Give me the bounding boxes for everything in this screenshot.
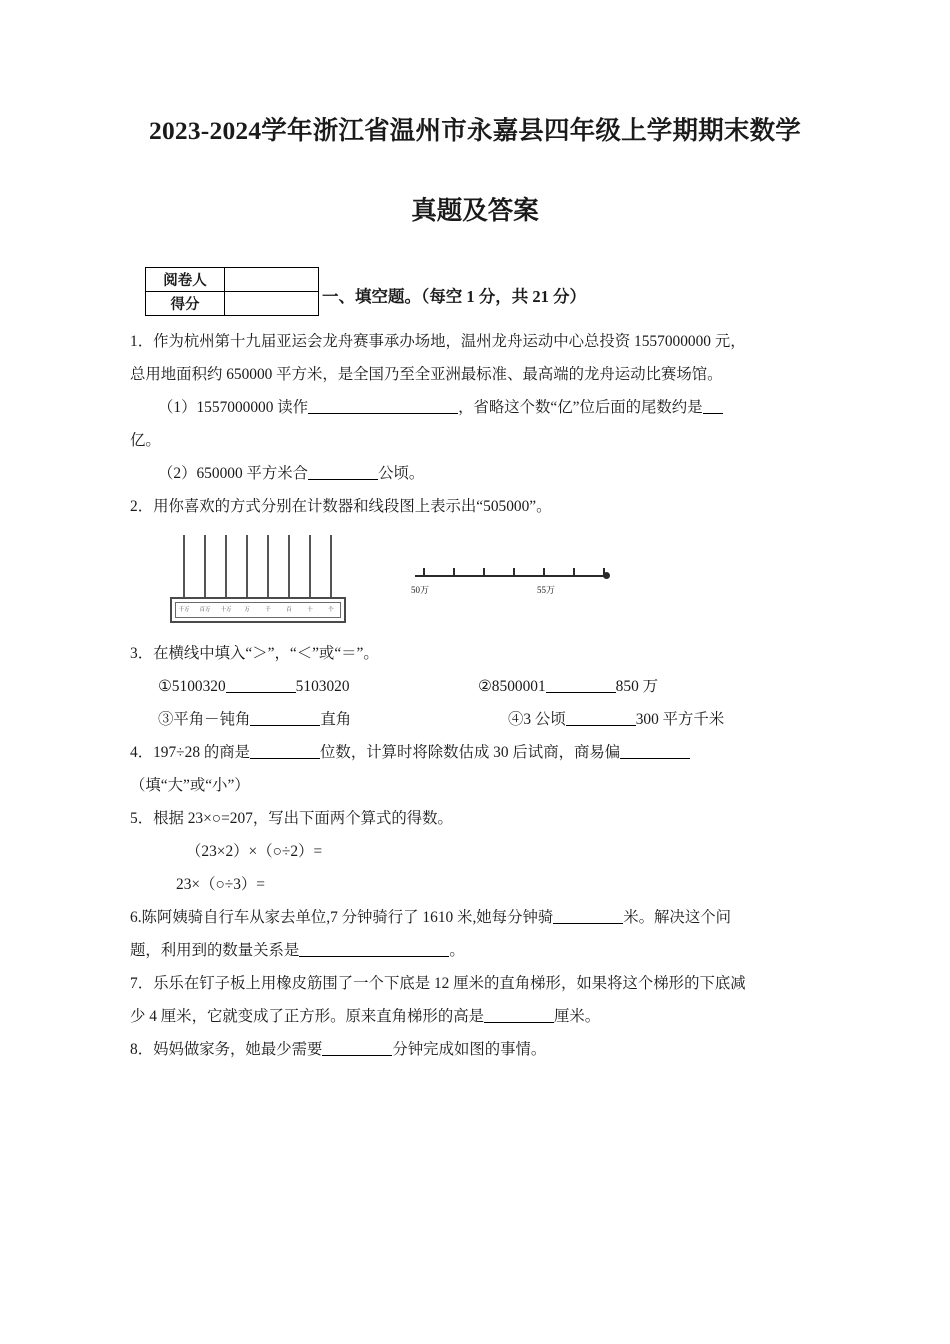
q7-text-b: 厘米。 [554, 1007, 601, 1025]
question-7-line-2 [130, 1000, 832, 1033]
question-1-sub-1 [130, 391, 832, 424]
question-5-text: 5．根据 23×○=207，写出下面两个算式的得数。 [130, 809, 453, 827]
number-line-label-right: 55万 [537, 584, 556, 595]
answer-blank[interactable] [250, 725, 320, 726]
number-line-figure [411, 559, 620, 613]
q6-text-b: 米。解决这个问 [623, 908, 731, 926]
q3-item-2 [478, 670, 658, 703]
page-title-line2: 真题及答案 [411, 195, 539, 225]
q6-text-d: 。 [449, 941, 465, 959]
question-1-sub-2 [130, 457, 832, 490]
question-1-line-2: 总用地面积约 650000 平方米，是全国乃至全亚洲最标准、最高端的龙舟运动比赛场馆。 [130, 365, 723, 383]
question-2-figures [130, 533, 832, 637]
q3-item-4-left: ④3 公顷 [508, 710, 566, 728]
table-row [146, 291, 319, 315]
q6-text-c: 题，利用到的数量关系是 [130, 941, 300, 959]
abacus-rods [170, 535, 348, 601]
abacus-rod [330, 535, 332, 601]
q8-text-a: 8．妈妈做家务，她最少需要 [130, 1040, 323, 1058]
questions-container [0, 325, 950, 1066]
abacus-rod [183, 535, 185, 601]
score-table [145, 267, 319, 316]
q7-text-a: 少 4 厘米，它就变成了正方形。原来直角梯形的高是 [130, 1007, 484, 1025]
answer-blank[interactable] [322, 1055, 392, 1056]
abacus-place-label: 十万 [220, 606, 232, 613]
number-line-label-left: 50万 [411, 584, 430, 595]
question-8-line [130, 1033, 832, 1066]
abacus-place-label: 百 [286, 606, 292, 613]
answer-blank[interactable] [703, 413, 723, 414]
answer-blank[interactable] [546, 692, 616, 693]
answer-blank[interactable] [566, 725, 636, 726]
table-row [146, 267, 319, 291]
question-5-expr-2: 23×（○÷3）= [176, 875, 265, 893]
answer-blank[interactable] [250, 758, 320, 759]
score-value[interactable] [225, 291, 319, 315]
abacus-counter-figure [170, 535, 348, 627]
number-line-tick [423, 568, 425, 576]
number-line-tick [513, 568, 515, 576]
q3-item-3-right: 直角 [320, 710, 352, 728]
answer-blank[interactable] [308, 479, 378, 480]
q1-sub1-text-a: （1）1557000000 读作 [158, 398, 309, 416]
q3-item-4 [508, 703, 724, 736]
number-line-tick [573, 568, 575, 576]
q3-item-1-right: 5103020 [295, 677, 350, 695]
answer-blank[interactable] [308, 413, 458, 414]
question-7-line-1: 7．乐乐在钉子板上用橡皮筋围了一个下底是 12 厘米的直角梯形，如果将这个梯形的下底减 [130, 974, 746, 992]
score-label: 得分 [146, 291, 225, 315]
abacus-rod [225, 535, 227, 601]
q1-sub2-text-b: 公顷。 [378, 464, 425, 482]
question-2-text: 2．用你喜欢的方式分别在计数器和线段图上表示出“505000”。 [130, 497, 552, 515]
q3-item-1 [158, 670, 350, 703]
abacus-rod [246, 535, 248, 601]
abacus-place-label: 万 [244, 606, 250, 613]
question-4-line-2: （填“大”或“小”） [130, 776, 250, 794]
question-1-sub-1-cont: 亿。 [130, 431, 161, 449]
page-title: 2023-2024学年浙江省温州市永嘉县四年级上学期期末数学 [149, 116, 801, 145]
number-line-tick [483, 568, 485, 576]
number-line-tick [453, 568, 455, 576]
question-3-row-2 [130, 703, 832, 736]
number-line-tick [543, 568, 545, 576]
q3-item-1-left: ①5100320 [158, 677, 226, 695]
answer-blank[interactable] [226, 692, 296, 693]
abacus-rod [288, 535, 290, 601]
abacus-place-label: 千 [265, 606, 271, 613]
answer-blank[interactable] [299, 956, 449, 957]
question-5-expr-1: （23×2）×（○÷2）= [186, 842, 323, 860]
abacus-place-label: 十 [307, 606, 313, 613]
q3-item-2-right: 850 万 [615, 677, 658, 695]
section-header-row [0, 267, 950, 321]
answer-blank[interactable] [553, 923, 623, 924]
q3-item-2-left: ②8500001 [478, 677, 546, 695]
answer-blank[interactable] [484, 1022, 554, 1023]
number-line-end-dot [603, 572, 610, 579]
grader-label: 阅卷人 [146, 267, 225, 291]
question-1-line-1: 1．作为杭州第十九届亚运会龙舟赛事承办场地，温州龙舟运动中心总投资 1557000000 元， [130, 332, 746, 350]
q3-item-3 [158, 703, 351, 736]
q1-sub1-text-b: ，省略这个数“亿”位后面的尾数约是 [458, 398, 703, 416]
abacus-rod [309, 535, 311, 601]
number-line-axis [415, 575, 607, 577]
abacus-place-label: 百万 [199, 606, 211, 613]
question-3-row-1 [130, 670, 832, 703]
abacus-place-label: 千万 [178, 606, 190, 613]
q1-sub2-text-a: （2）650000 平方米合 [158, 464, 309, 482]
question-6-line-2 [130, 934, 832, 967]
answer-blank[interactable] [620, 758, 690, 759]
grader-value[interactable] [225, 267, 319, 291]
section-heading: 一、填空题。（每空 1 分，共 21 分） [322, 286, 586, 306]
abacus-rod [204, 535, 206, 601]
question-6-line-1 [130, 901, 832, 934]
question-4-line-1 [130, 736, 832, 769]
q4-text-a: 4．197÷28 的商是 [130, 743, 251, 761]
abacus-rod [267, 535, 269, 601]
question-3-text: 3．在横线中填入“＞”，“＜”或“＝”。 [130, 644, 379, 662]
q4-text-b: 位数，计算时将除数估成 30 后试商，商易偏 [320, 743, 621, 761]
q3-item-4-right: 300 平方千米 [635, 710, 725, 728]
q6-text-a: 6.陈阿姨骑自行车从家去单位,7 分钟骑行了 1610 米,她每分钟骑 [130, 908, 554, 926]
q3-item-3-left: ③平角－钝角 [158, 710, 251, 728]
abacus-place-label: 个 [328, 606, 334, 613]
q8-text-b: 分钟完成如图的事情。 [392, 1040, 547, 1058]
